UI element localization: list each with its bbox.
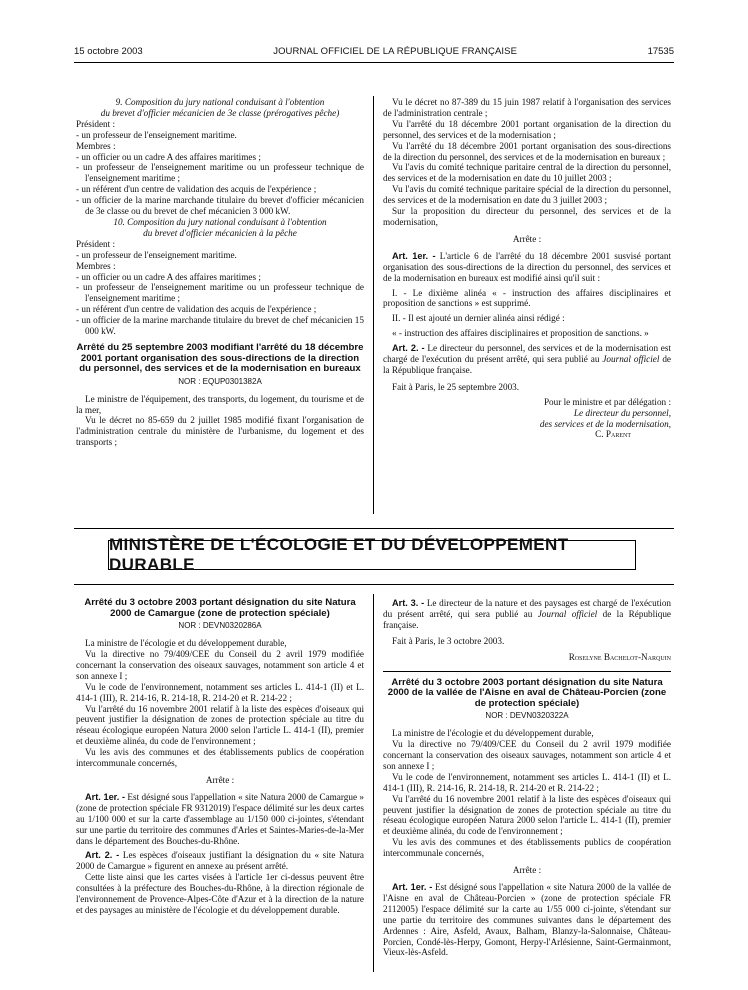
- right-column-bottom: [383, 598, 671, 958]
- signature-line: Pour le ministre et par délégation :: [543, 396, 671, 407]
- left-column-bottom: [76, 598, 364, 916]
- body-paragraph: Vu le décret no 85-659 du 2 juillet 1985 modifié fixant l'organisation de l'administration centrale du ministère de l'urbanisme, du logement et des transports ;: [76, 415, 364, 448]
- article-3: [383, 598, 671, 631]
- article-2: [383, 343, 671, 376]
- member-item: - un professeur de l'enseignement maritime ou un professeur technique de l'enseignement maritime ;: [76, 162, 364, 184]
- header-journal-title: JOURNAL OFFICIEL DE LA RÉPUBLIQUE FRANÇAISE: [273, 46, 518, 57]
- article-text: Le directeur du personnel, des services et de la modernisation est chargé de l'exécution du présent arrêté, qui sera publié au: [383, 343, 671, 365]
- ministry-banner: MINISTÈRE DE L'ÉCOLOGIE ET DU DÉVELOPPEMENT DURABLE: [108, 540, 636, 570]
- body-paragraph: Vu le code de l'environnement, notamment ses articles L. 414-1 (II) et L. 414-1 (III), R. 214-16, R. 214-18, R. 214-20 et R. 214-22 ;: [76, 681, 364, 703]
- journal-officiel-ref: Journal officiel: [602, 354, 660, 365]
- header-rule: [74, 62, 674, 63]
- arrete-label: Arrête :: [205, 774, 235, 785]
- article-label: Art. 2. -: [392, 343, 425, 354]
- body-paragraph: Cette liste ainsi que les cartes visées à l'article 1er ci-dessus peuvent être consultées à la préfecture des Bouches-du-Rhône, à la direction régionale de l'environnement de Provence-Alpes-Côte d'Azur et à la direction de la nature et des paysages au ministère de l'écologie et du développement durable.: [76, 872, 364, 915]
- body-paragraph: Vu la directive no 79/409/CEE du Conseil du 2 avril 1979 modifiée concernant la conservation des oiseaux sauvages, notamment son article 4 et son annexe I ;: [383, 739, 671, 771]
- arrete-title: Arrêté du 3 octobre 2003 portant désignation du site Natura 2000 de Camargue (zone de protection spéciale): [84, 597, 356, 619]
- president-label: Président :: [76, 238, 116, 249]
- section-heading-9b: du brevet d'officier mécanicien de 3e classe (prérogatives pêche): [100, 107, 340, 118]
- body-paragraph: La ministre de l'écologie et du développement durable,: [392, 728, 594, 739]
- signatory-name: Roselyne Bachelot-Narquin: [568, 651, 671, 662]
- body-paragraph: La ministre de l'écologie et du développement durable,: [85, 638, 287, 649]
- article-label: Art. 2. -: [85, 850, 120, 861]
- member-item: - un référent d'un centre de validation des acquis de l'expérience ;: [76, 184, 317, 195]
- nor-reference: NOR : DEVN0320286A: [178, 621, 262, 631]
- column-divider-top: [373, 96, 374, 514]
- article-separator: [383, 671, 671, 672]
- nor-reference: NOR : EQUP0301382A: [178, 376, 262, 386]
- body-paragraph: Vu le code de l'environnement, notamment ses articles L. 414-1 (II) et L. 414-1 (III), R. 214-16, R. 214-18, R. 214-20 et R. 214-22 ;: [383, 771, 671, 793]
- article-text: Le directeur de la nature et des paysages est chargé de l'exécution du présent arrêté, qui sera publié au: [383, 598, 672, 619]
- column-divider-bottom: [373, 594, 374, 972]
- article-text: L'article 6 de l'arrêté du 18 décembre 2001 susvisé portant organisation des sous-directions de la direction du personnel, des services et de la modernisation en bureaux est modifié ainsi qu'il suit :: [383, 250, 671, 283]
- members-label: Membres :: [76, 140, 116, 151]
- article-label: Art. 3. -: [392, 598, 425, 608]
- article-text: Est désigné sous l'appellation « site Natura 2000 de Camargue » (zone de protection spéciale FR 9312019) l'espace délimité sur les deux cartes au 1/100 000 et sur la carte d'assemblage au 1/150 000 ci-jointes, s'étendant sur une partie du territoire des communes d'Arles et Saintes-Maries-de-la-Mer dans le département des Bouches-du-Rhône.: [76, 791, 365, 846]
- article-1: [383, 882, 671, 958]
- article-text: de la République française.: [383, 354, 671, 375]
- body-paragraph: Vu la directive no 79/409/CEE du Conseil du 2 avril 1979 modifiée concernant la conservation des oiseaux sauvages, notamment son article 4 et son annexe I ;: [76, 649, 364, 681]
- member-item: - un officier de la marine marchande titulaire du brevet de chef mécanicien 15 000 kW.: [76, 315, 364, 337]
- done-at-line: Fait à Paris, le 25 septembre 2003.: [392, 381, 520, 392]
- member-item: - un officier ou un cadre A des affaires maritimes ;: [76, 151, 261, 162]
- article-text: Est désigné sous l'appellation « site Natura 2000 de la vallée de l'Aisne en aval de Château-Porcien » (zone de protection spéciale FR 2112005) l'espace délimité sur la carte au 1/55 000 ci-jointe, s'étendant sur une partie du territoire des communes suivantes dans le département des Ardennes : Aire, Asfeld, Avaux, Balham, Blanzy-la-Salonnaise, Château-Porcien, Condé-lès-Herpy, Gomont, Herpy-l'Arlésienne, Saint-Germainmont, Vieux-lès-Asfeld.: [383, 882, 671, 958]
- journal-officiel-ref: Journal officiel: [537, 608, 598, 619]
- article-1: [383, 251, 671, 284]
- member-item: - un officier ou un cadre A des affaires maritimes ;: [76, 271, 261, 282]
- body-paragraph: « - instruction des affaires disciplinaires et proposition de sanctions. »: [392, 328, 649, 339]
- president-item: - un professeur de l'enseignement maritime.: [76, 249, 237, 260]
- article-1: [76, 792, 364, 847]
- arrete-title: Arrêté du 3 octobre 2003 portant désignation du site Natura 2000 de la vallée de l'Aisne en aval de Château-Porcien (zone de protection spéciale): [387, 676, 667, 709]
- done-at-line: Fait à Paris, le 3 octobre 2003.: [392, 635, 505, 646]
- body-paragraph: Vu les avis des communes et des établissements publics de coopération intercommunale concernés,: [76, 747, 364, 769]
- signatory-name: C. Parent: [595, 429, 631, 440]
- arrete-title: Arrêté du 25 septembre 2003 modifiant l'arrêté du 18 décembre 2001 portant organisation des sous-directions de la direction du personnel, des services et de la modernisation en bureaux: [76, 341, 364, 375]
- body-paragraph: Vu les avis des communes et des établissements publics de coopération intercommunale concernés,: [383, 837, 671, 859]
- body-paragraph: Vu l'avis du comité technique paritaire central de la direction du personnel, des services et de la modernisation en date du 10 juillet 2003 ;: [383, 162, 671, 184]
- header-page-number: 17535: [647, 46, 674, 57]
- body-paragraph: Vu l'arrêté du 18 décembre 2001 portant organisation des sous-directions de la direction du personnel, des services et de la modernisation en bureaux ;: [383, 140, 671, 162]
- article-label: Art. 1er. -: [392, 882, 433, 892]
- running-header: [74, 46, 674, 57]
- members-label: Membres :: [76, 260, 116, 271]
- nor-reference: NOR : DEVN0320322A: [485, 711, 569, 721]
- header-date: 15 octobre 2003: [74, 46, 143, 57]
- body-paragraph: Vu l'arrêté du 16 novembre 2001 relatif à la liste des espèces d'oiseaux qui peuvent justifier la désignation de zones de protection spéciale au titre du réseau écologique européen Natura 2000 selon l'article L. 414-1 (II), premier et deuxième alinéa, du code de l'environnement ;: [76, 703, 364, 747]
- section-heading-10a: 10. Composition du jury national conduisant à l'obtention: [113, 216, 327, 227]
- member-item: - un professeur de l'enseignement maritime ou un professeur technique de l'enseignement maritime ;: [76, 282, 364, 304]
- arrete-label: Arrête :: [512, 865, 542, 876]
- article-label: Art. 1er. -: [85, 791, 126, 802]
- ministry-rule-bottom: [74, 584, 674, 585]
- body-paragraph: I. - Le dixième alinéa « - instruction des affaires disciplinaires et proposition de sanctions » est supprimé.: [383, 287, 671, 309]
- ministry-rule-top: [74, 528, 674, 529]
- body-paragraph: Vu le décret no 87-389 du 15 juin 1987 relatif à l'organisation des services de l'administration centrale ;: [383, 97, 671, 118]
- member-item: - un référent d'un centre de validation des acquis de l'expérience ;: [76, 304, 317, 315]
- body-paragraph: Vu l'arrêté du 16 novembre 2001 relatif à la liste des espèces d'oiseaux qui peuvent justifier la désignation de zones de protection spéciale au titre du réseau écologique européen Natura 2000 selon l'article L. 414-1 (II), premier et deuxième alinéa, du code de l'environnement ;: [383, 793, 671, 837]
- arrete-label: Arrête :: [512, 233, 542, 244]
- signature-line: Le directeur du personnel,: [573, 407, 671, 418]
- left-column-top: [76, 97, 364, 448]
- president-label: Président :: [76, 118, 116, 129]
- signature-line: des services et de la modernisation,: [539, 418, 671, 429]
- article-2: [76, 850, 364, 872]
- right-column-top: [383, 97, 671, 440]
- body-paragraph: Vu l'arrêté du 18 décembre 2001 portant organisation de la direction du personnel, des services et de la modernisation ;: [383, 118, 671, 140]
- body-paragraph: Sur la proposition du directeur du personnel, des services et de la modernisation,: [383, 206, 671, 227]
- section-heading-10b: du brevet d'officier mécanicien à la pêche: [143, 227, 297, 238]
- body-paragraph: II. - Il est ajouté un dernier alinéa ainsi rédigé :: [392, 313, 565, 324]
- body-paragraph: Vu l'avis du comité technique paritaire spécial de la direction du personnel, des services et de la modernisation en date du 3 juillet 2003 ;: [383, 184, 671, 206]
- section-heading-9a: 9. Composition du jury national conduisant à l'obtention: [115, 97, 325, 107]
- article-text: de la République française.: [383, 608, 672, 630]
- article-text: Les espèces d'oiseaux justifiant la désignation du « site Natura 2000 de Camargue » figurent en annexe au présent arrêté.: [76, 850, 364, 872]
- president-item: - un professeur de l'enseignement maritime.: [76, 129, 237, 140]
- body-paragraph: Le ministre de l'équipement, des transports, du logement, du tourisme et de la mer,: [76, 393, 364, 415]
- member-item: - un officier de la marine marchande titulaire du brevet d'officier mécanicien de 3e classe ou du brevet de chef mécanicien 3 000 kW.: [76, 195, 364, 217]
- article-label: Art. 1er. -: [392, 250, 436, 261]
